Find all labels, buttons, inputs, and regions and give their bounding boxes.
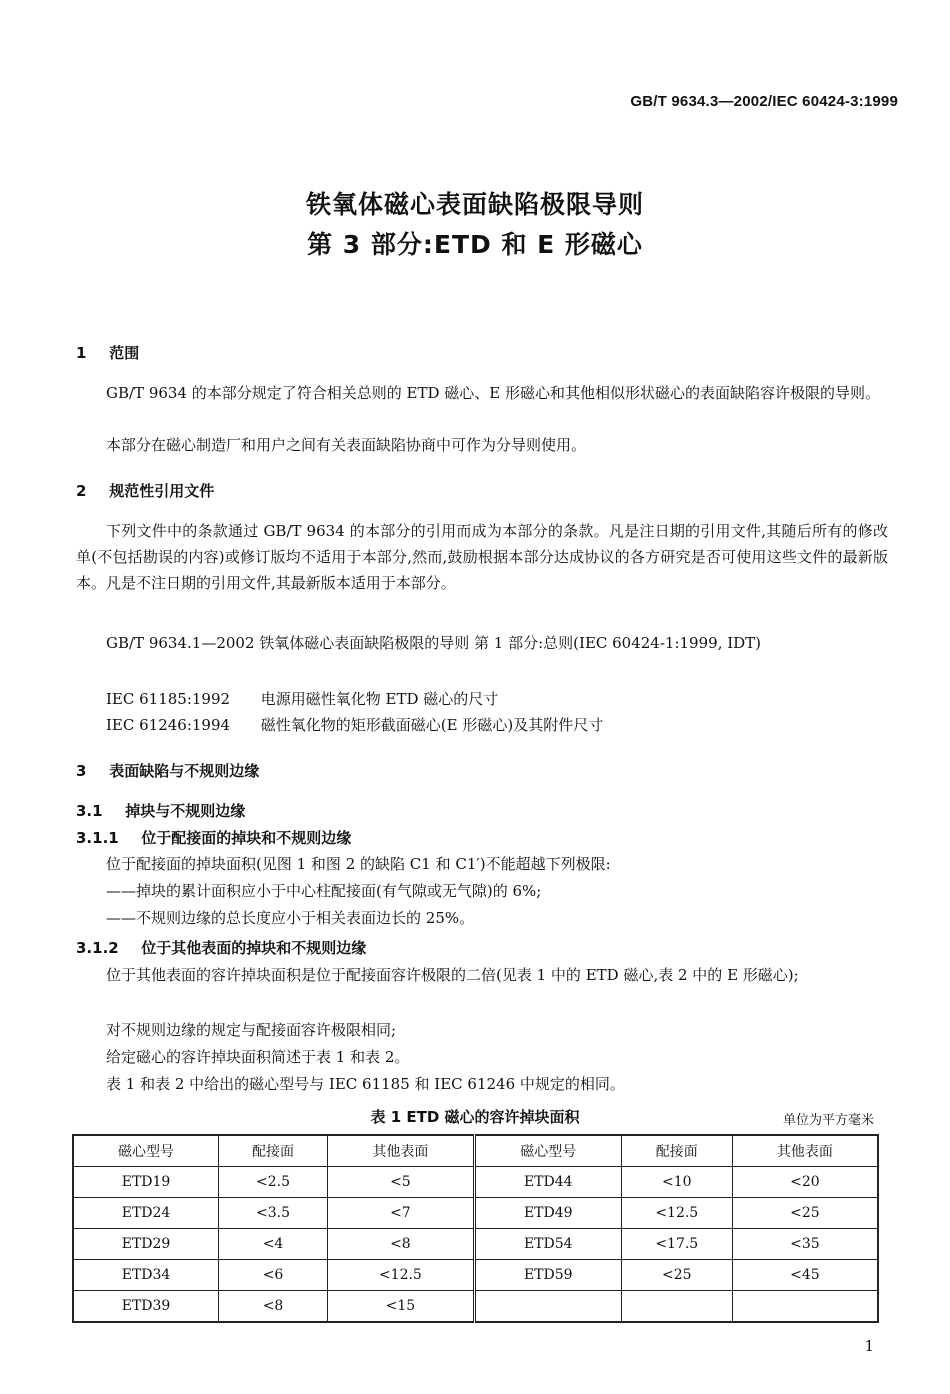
section-3-1-2-paragraph-3: 给定磁心的容许掉块面积简述于表 1 和表 2。 [106,1048,410,1066]
table-header-row [73,1135,878,1167]
section-title: 掉块与不规则边缘 [125,802,246,820]
section-3-1-1-paragraph-1: 位于配接面的掉块面积(见图 1 和图 2 的缺陷 C1 和 C1′)不能超越下列极限: [106,855,611,873]
table-row [73,1198,878,1229]
normative-reference-3 [106,714,603,735]
section-3-heading [76,760,259,781]
column-header: 配接面 [219,1135,328,1167]
table-cell: <5 [327,1167,474,1198]
table-cell: <2.5 [219,1167,328,1198]
section-3-1-2-paragraph-1: 位于其他表面的容许掉块面积是位于配接面容许极限的二倍(见表 1 中的 ETD 磁心,表 2 中的 E 形磁心); [106,966,799,984]
table-cell: <25 [621,1260,732,1291]
normative-reference-2 [106,688,498,709]
table-cell: <45 [732,1260,878,1291]
table-cell: <6 [219,1260,328,1291]
column-header: 磁心型号 [474,1135,621,1167]
reference-code: IEC 61246:1994 [106,716,231,734]
table-cell: <3.5 [219,1198,328,1229]
table-unit: 单位为平方毫米 [782,1113,874,1128]
section-number: 3.1.1 [76,829,119,847]
section-3-1-2-paragraph-2: 对不规则边缘的规定与配接面容许极限相同; [106,1021,397,1039]
table-cell: <7 [327,1198,474,1229]
section-title: 位于配接面的掉块和不规则边缘 [141,829,352,847]
table-cell: ETD39 [73,1291,219,1323]
section-3-1-2-heading [76,937,366,958]
table-cell: <4 [219,1229,328,1260]
document-title: 铁氧体磁心表面缺陷极限导则 [305,190,644,219]
table-row [73,1167,878,1198]
section-3-1-heading [76,800,245,821]
table-cell: <8 [327,1229,474,1260]
column-header: 磁心型号 [73,1135,219,1167]
section-number: 2 [76,482,87,500]
table-cell: <12.5 [327,1260,474,1291]
section-title: 表面缺陷与不规则边缘 [109,762,260,780]
table-cell: <17.5 [621,1229,732,1260]
section-title: 范围 [109,344,140,362]
section-number: 1 [76,344,87,362]
section-3-1-1-item-2: ——不规则边缘的总长度应小于相关表面边长的 25%。 [106,909,475,927]
page-number: 1 [864,1337,874,1355]
table-cell: <20 [732,1167,878,1198]
column-header: 其他表面 [327,1135,474,1167]
table-cell: <8 [219,1291,328,1323]
table-etd-chip-area [72,1134,879,1323]
table-row [73,1291,878,1323]
table-cell: <25 [732,1198,878,1229]
table-cell: ETD19 [73,1167,219,1198]
section-3-1-1-heading [76,827,351,848]
section-1-paragraph-1: GB/T 9634 的本部分规定了符合相关总则的 ETD 磁心、E 形磁心和其他相似形状磁心的表面缺陷容许极限的导则。 [106,384,881,402]
section-2-paragraph: 下列文件中的条款通过 GB/T 9634 的本部分的引用而成为本部分的条款。凡是注日期的引用文件,其随后所有的修改单(不包括勘误的内容)或修订版均不适用于本部分,然而,鼓励根据本部分达成协议的各方研究是否可使用这些文件的最新版本。凡是不注日期的引用文件,其最新版本适用于本部分。 [76,522,888,592]
table-cell [474,1291,621,1323]
table-cell: ETD34 [73,1260,219,1291]
table-cell: <35 [732,1229,878,1260]
normative-reference-1: GB/T 9634.1—2002 铁氧体磁心表面缺陷极限的导则 第 1 部分:总则(IEC 60424-1:1999, IDT) [106,634,762,652]
table-row [73,1260,878,1291]
table-cell [621,1291,732,1323]
standard-code: GB/T 9634.3—2002/IEC 60424-3:1999 [630,93,898,110]
table-cell: ETD44 [474,1167,621,1198]
table-cell: ETD29 [73,1229,219,1260]
column-header: 其他表面 [732,1135,878,1167]
reference-title: 电源用磁性氧化物 ETD 磁心的尺寸 [260,690,499,708]
section-3-1-2-paragraph-4: 表 1 和表 2 中给出的磁心型号与 IEC 61185 和 IEC 61246 中规定的相同。 [106,1075,625,1093]
table-cell: <12.5 [621,1198,732,1229]
table-caption: 表 1 ETD 磁心的容许掉块面积 [370,1108,580,1126]
table-cell: ETD54 [474,1229,621,1260]
section-number: 3.1 [76,802,103,820]
section-1-heading [76,342,139,363]
section-title: 规范性引用文件 [109,482,215,500]
reference-title: 磁性氧化物的矩形截面磁心(E 形磁心)及其附件尺寸 [260,716,604,734]
table-cell: ETD49 [474,1198,621,1229]
table-cell [732,1291,878,1323]
section-3-1-1-item-1: ——掉块的累计面积应小于中心柱配接面(有气隙或无气隙)的 6%; [106,882,542,900]
section-title: 位于其他表面的掉块和不规则边缘 [141,939,367,957]
section-2-heading [76,480,214,501]
column-header: 配接面 [621,1135,732,1167]
table-cell: <10 [621,1167,732,1198]
reference-code: IEC 61185:1992 [106,690,231,708]
table-row [73,1229,878,1260]
section-1-paragraph-2: 本部分在磁心制造厂和用户之间有关表面缺陷协商中可作为分导则使用。 [106,436,587,454]
section-number: 3.1.2 [76,939,119,957]
document-subtitle: 第 3 部分:ETD 和 E 形磁心 [307,230,643,259]
section-number: 3 [76,762,87,780]
table-cell: ETD59 [474,1260,621,1291]
table-cell: ETD24 [73,1198,219,1229]
table-cell: <15 [327,1291,474,1323]
